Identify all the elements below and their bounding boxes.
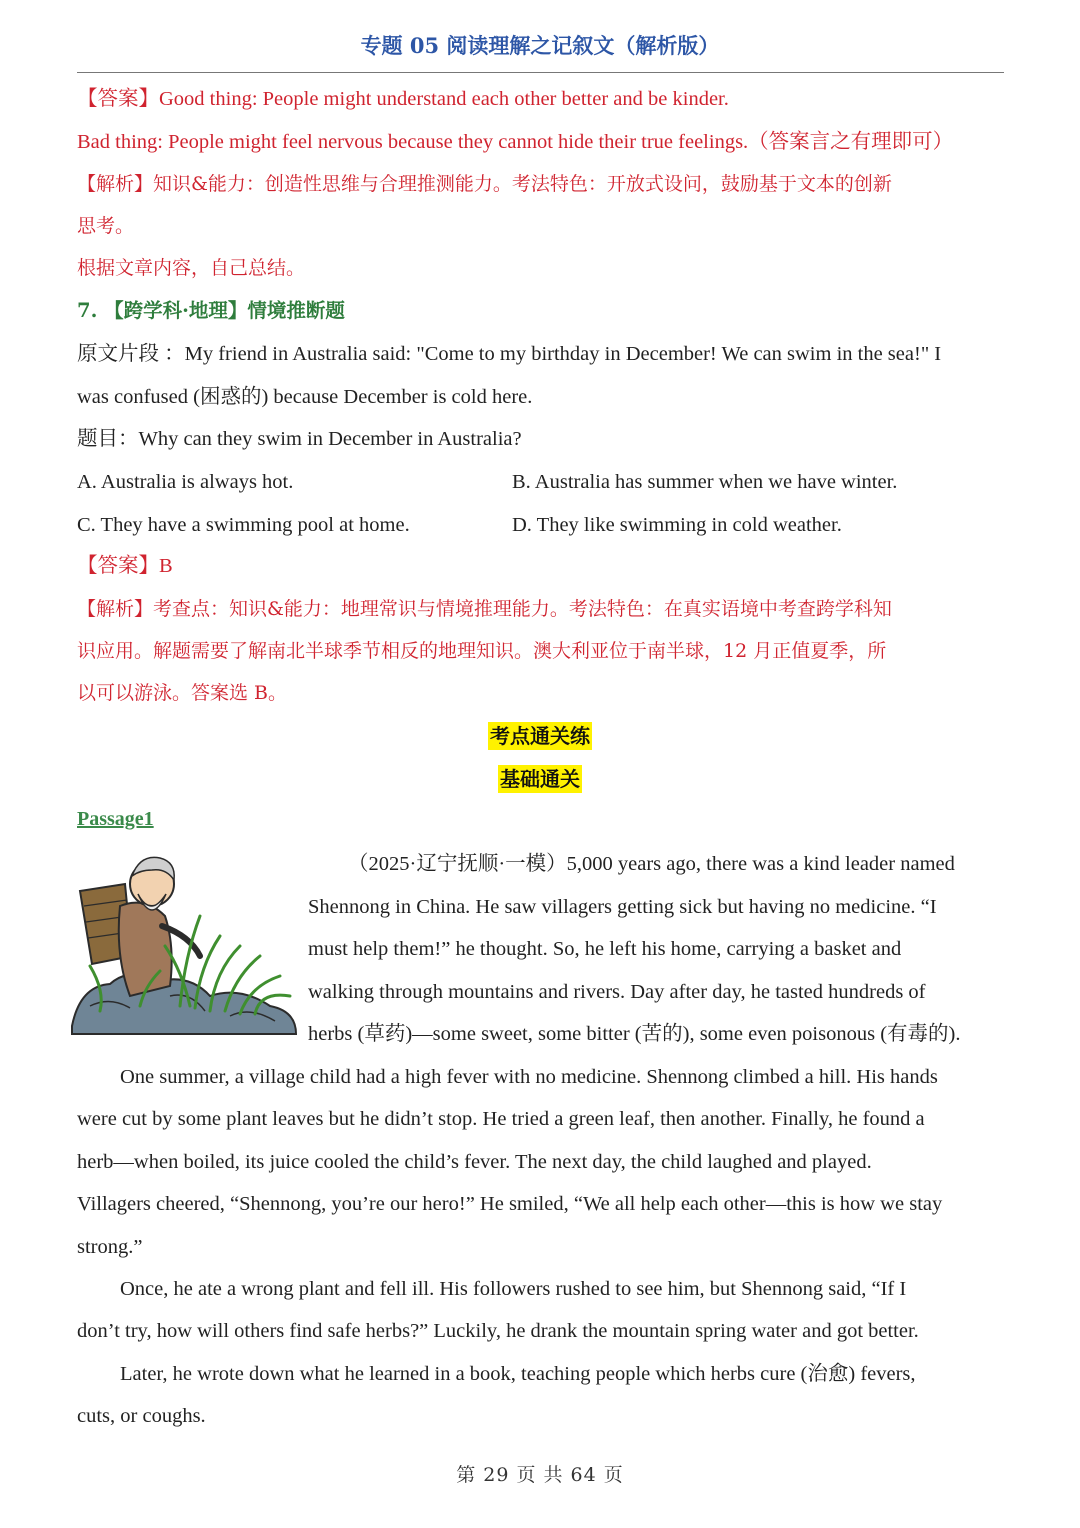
q7-analysis-line-3: 以可以游泳。答案选 B。: [77, 682, 288, 704]
page-header-title: 专题 05 阅读理解之记叙文（解析版）: [360, 33, 720, 58]
q7-text-line-2: was confused (困惑的) because December is cold here.: [77, 386, 533, 408]
q6-answer-line-1: 【答案】Good thing: People might understand each other better and be kinder.: [77, 88, 729, 110]
passage-para4-line-1: Later, he wrote down what he learned in a book, teaching people which herbs cure (治愈) fevers,: [120, 1363, 916, 1385]
q7-option-b: B. Australia has summer when we have winter.: [512, 471, 898, 493]
passage-line-3: must help them!” he thought. So, he left his home, carrying a basket and: [308, 938, 902, 960]
q7-option-d: D. They like swimming in cold weather.: [512, 514, 842, 536]
passage-para3-line-2: don’t try, how will others find safe herbs?” Luckily, he drank the mountain spring water and got better.: [77, 1320, 919, 1342]
passage-para2-line-4: Villagers cheered, “Shennong, you’re our hero!” He smiled, “We all help each other—this is how we stay: [77, 1193, 943, 1215]
passage-line-2: Shennong in China. He saw villagers getting sick but having no medicine. “I: [308, 896, 937, 918]
section-title-wrap-2: [0, 763, 1080, 792]
passage-line-5: herbs (草药)—some sweet, some bitter (苦的), some even poisonous (有毒的).: [308, 1023, 961, 1045]
q7-text-line-1: 原文片段 ：My friend in Australia said: "Come to my birthday in December! We can swim in the sea!" I: [77, 343, 942, 365]
q6-answer-line-2: Bad thing: People might feel nervous because they cannot hide their true feelings.（答案言之有理即可）: [77, 131, 954, 153]
q7-option-a: A. Australia is always hot.: [77, 471, 294, 493]
passage-para2-line-5: strong.”: [77, 1236, 143, 1258]
passage-para2-line-1: One summer, a village child had a high fever with no medicine. Shennong climbed a hill. His hands: [120, 1066, 938, 1088]
q7-analysis-line-1: 【解析】考查点：知识&能力：地理常识与情境推理能力。考法特色：在真实语境中考查跨学科知: [77, 598, 892, 620]
q7-question: 题目：Why can they swim in December in Australia?: [77, 428, 522, 450]
section-title-practice: 考点通关练: [490, 724, 590, 748]
q7-option-c: C. They have a swimming pool at home.: [77, 514, 410, 536]
q7-heading: 7. 【跨学科·地理】情境推断题: [77, 299, 345, 322]
shennong-illustration: [70, 846, 298, 1036]
q7-answer: 【答案】B: [77, 555, 173, 577]
passage-title: Passage1: [77, 808, 154, 830]
header-divider: [77, 72, 1004, 73]
section-title-wrap-1: [0, 720, 1080, 749]
page-footer: 第 29 页 共 64 页: [456, 1464, 624, 1486]
passage-para2-line-2: were cut by some plant leaves but he didn’t stop. He tried a green leaf, then another. Finally, he found a: [77, 1108, 925, 1130]
section-title-basic: 基础通关: [500, 767, 580, 791]
passage-line-1: （2025·辽宁抚顺·一模）5,000 years ago, there was a kind leader named: [348, 853, 955, 875]
passage-line-4: walking through mountains and rivers. Day after day, he tasted hundreds of: [308, 981, 926, 1003]
passage-para2-line-3: herb—when boiled, its juice cooled the child’s fever. The next day, the child laughed and played.: [77, 1151, 872, 1173]
q6-analysis-line-2: 思考。: [77, 215, 135, 237]
q6-analysis-line-3: 根据文章内容，自己总结。: [77, 257, 306, 279]
q6-analysis-line-1: 【解析】知识&能力：创造性思维与合理推测能力。考法特色：开放式设问，鼓励基于文本的创新: [77, 173, 892, 195]
q7-analysis-line-2: 识应用。解题需要了解南北半球季节相反的地理知识。澳大利亚位于南半球，12 月正值夏季，所: [77, 640, 887, 662]
passage-para4-line-2: cuts, or coughs.: [77, 1405, 206, 1427]
passage-para3-line-1: Once, he ate a wrong plant and fell ill. His followers rushed to see him, but Shennong said, “If I: [120, 1278, 907, 1300]
